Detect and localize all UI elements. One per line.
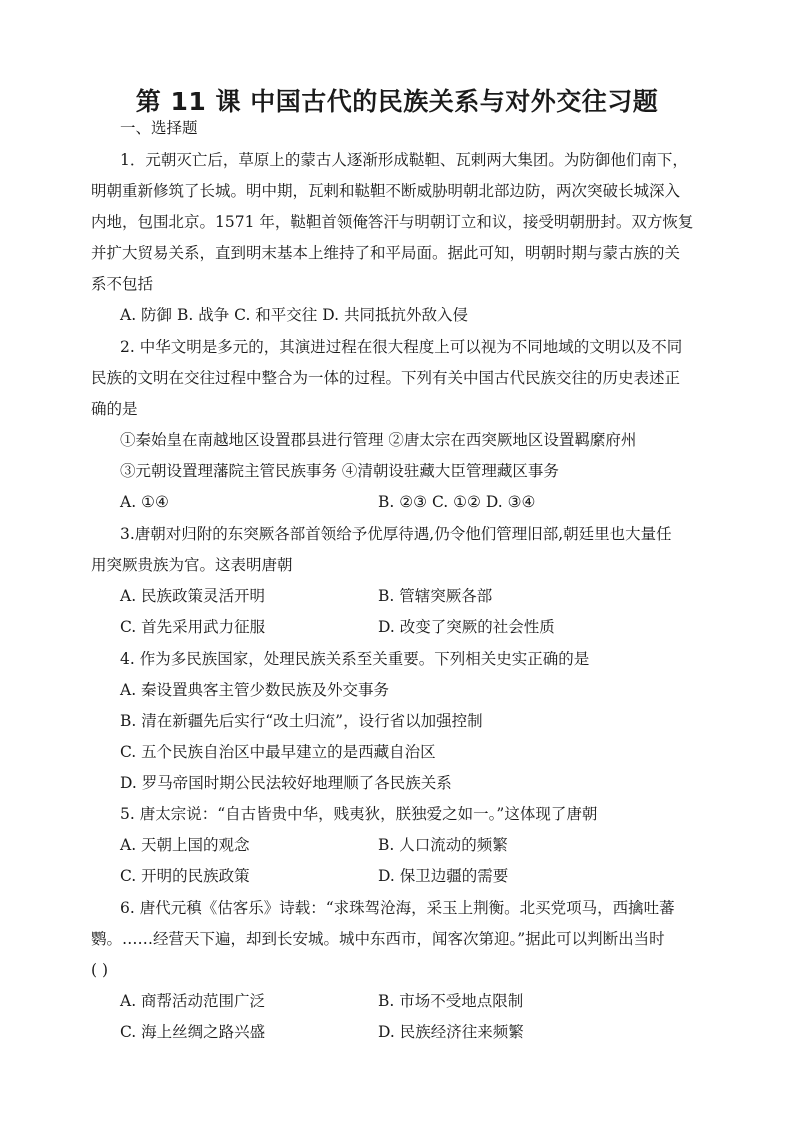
q2-line: 确的是 [91, 400, 138, 418]
q1-options: A. 防御 B. 战争 C. 和平交往 D. 共同抵抗外敌入侵 [120, 306, 468, 324]
q4-option-d: D. 罗马帝国时期公民法较好地理顺了各民族关系 [120, 774, 452, 792]
q5-option-a: A. 天朝上国的观念 [120, 836, 250, 854]
q2-option-bcd: B. ②③ C. ①② D. ③④ [378, 493, 536, 511]
q6-line: 鹦。……经营天下遍，却到长安城。城中东西市，闻客次第迎。”据此可以判断出当时 [91, 930, 665, 948]
q2-option-a: A. ①④ [120, 493, 169, 511]
q2-line: 2. 中华文明是多元的，其演进过程在很大程度上可以视为不同地域的文明以及不同 [120, 338, 683, 356]
q5-option-c: C. 开明的民族政策 [120, 867, 250, 885]
q6-option-d: D. 民族经济往来频繁 [378, 1023, 524, 1041]
q3-option-c: C. 首先采用武力征服 [120, 618, 266, 636]
section-heading: 一、选择题 [120, 119, 198, 137]
q3-line: 用突厥贵族为官。这表明唐朝 [91, 556, 293, 574]
q6-option-a: A. 商帮活动范围广泛 [120, 992, 266, 1010]
q2-line: 民族的文明在交往过程中整合为一体的过程。下列有关中国古代民族交往的历史表述正 [91, 369, 681, 387]
page-title: 第 11 课 中国古代的民族关系与对外交往习题 [135, 87, 659, 116]
q4-option-c: C. 五个民族自治区中最早建立的是西藏自治区 [120, 743, 436, 761]
q6-option-b: B. 市场不受地点限制 [378, 992, 524, 1010]
q2-statements: ③元朝设置理藩院主管民族事务 ④清朝设驻藏大臣管理藏区事务 [120, 462, 559, 480]
q3-option-b: B. 管辖突厥各部 [378, 587, 493, 605]
q1-line: 系不包括 [91, 275, 154, 293]
q3-line: 3.唐朝对归附的东突厥各部首领给予优厚待遇,仍令他们管理旧部,朝廷里也大量任 [120, 525, 672, 543]
q5-option-b: B. 人口流动的频繁 [378, 836, 508, 854]
q6-line: 6. 唐代元稹《估客乐》诗载：“求珠驾沧海，采玉上荆衡。北买党项马，西擒吐蕃 [120, 899, 675, 917]
q1-line: 明朝重新修筑了长城。明中期，瓦剌和鞑靼不断威胁明朝北部边防，两次突破长城深入 [91, 182, 681, 200]
q5-line: 5. 唐太宗说：“自古皆贵中华，贱夷狄，朕独爱之如一。”这体现了唐朝 [120, 805, 598, 823]
q1-line: 1．元朝灭亡后，草原上的蒙古人逐渐形成鞑靼、瓦剌两大集团。为防御他们南下， [120, 151, 688, 169]
q1-line: 并扩大贸易关系，直到明末基本上维持了和平局面。据此可知，明朝时期与蒙古族的关 [91, 244, 681, 262]
q4-line: 4. 作为多民族国家，处理民族关系至关重要。下列相关史实正确的是 [120, 650, 590, 668]
q4-option-b: B. 清在新疆先后实行“改土归流”，设行省以加强控制 [120, 712, 483, 730]
q5-option-d: D. 保卫边疆的需要 [378, 867, 509, 885]
q3-option-a: A. 民族政策灵活开明 [120, 587, 266, 605]
q2-statements: ①秦始皇在南越地区设置郡县进行管理 ②唐太宗在西突厥地区设置羁縻府州 [120, 431, 637, 449]
q6-option-c: C. 海上丝绸之路兴盛 [120, 1023, 266, 1041]
q3-option-d: D. 改变了突厥的社会性质 [378, 618, 555, 636]
q1-line: 内地，包围北京。1571 年，鞑靼首领俺答汗与明朝订立和议，接受明朝册封。双方恢复 [91, 213, 694, 231]
q6-answer-blank: ( ) [91, 961, 109, 979]
q4-option-a: A. 秦设置典客主管少数民族及外交事务 [120, 681, 390, 699]
